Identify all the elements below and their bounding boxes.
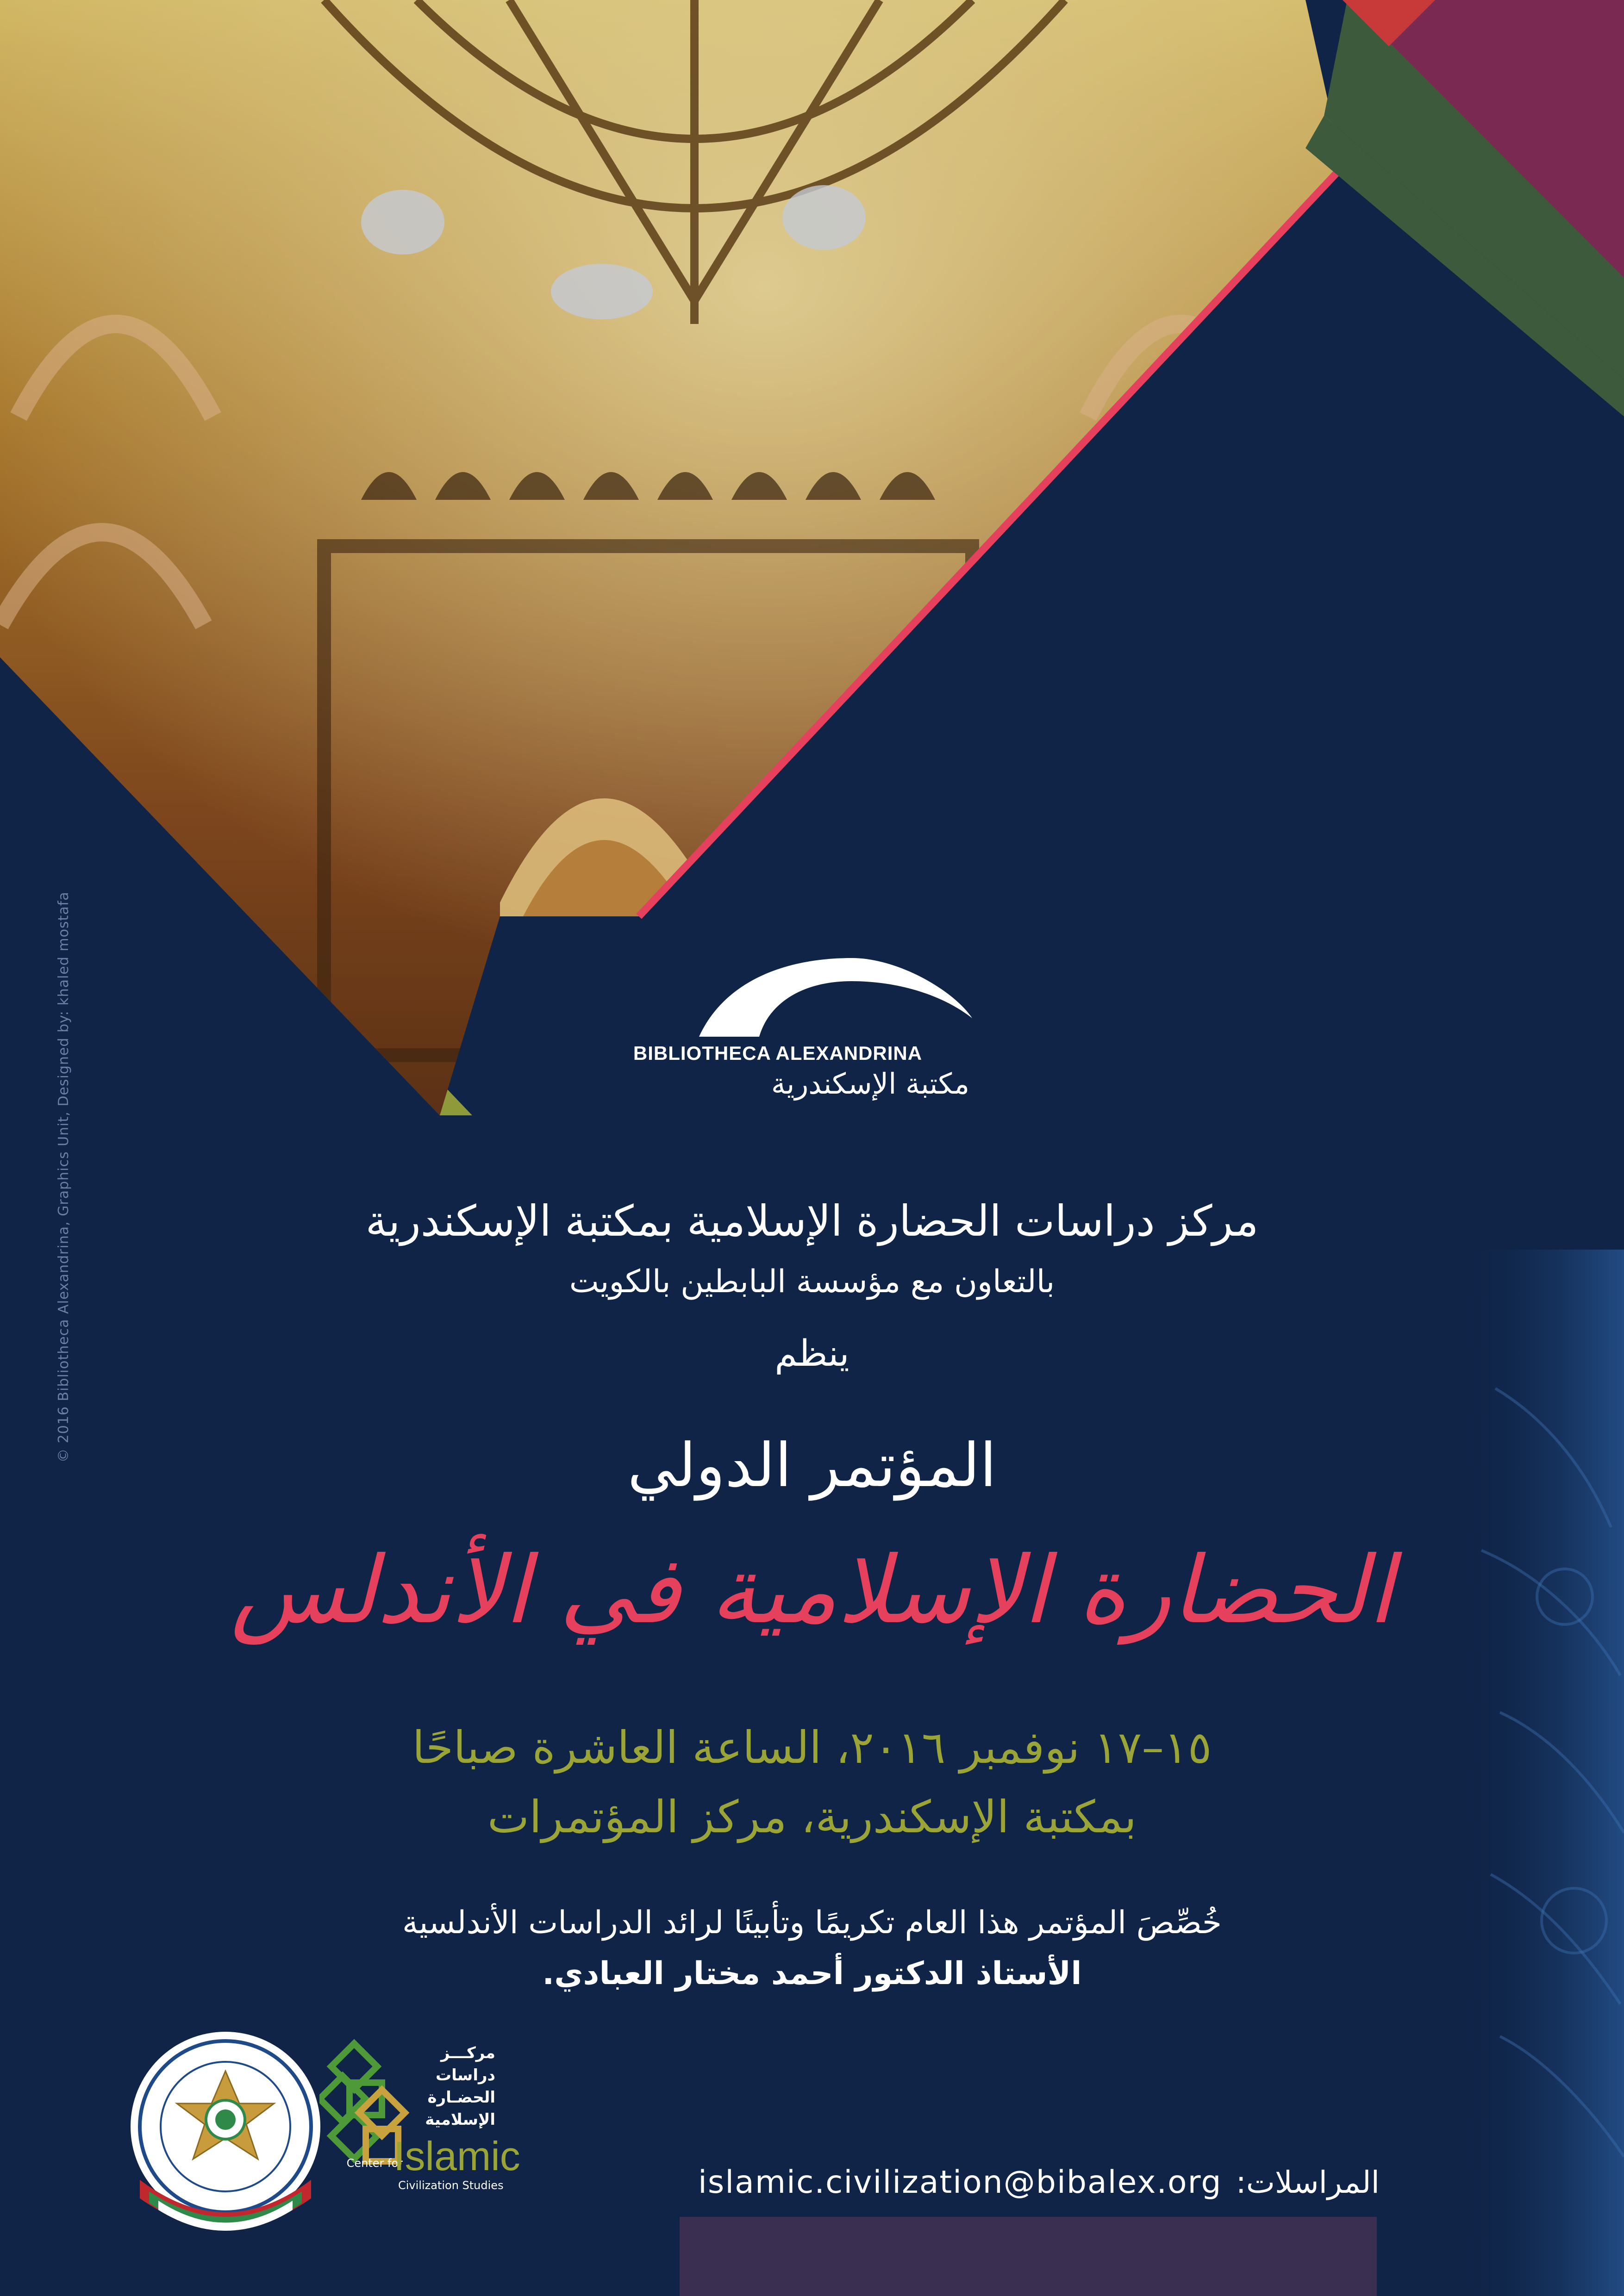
cics-islamic: Islamic: [394, 2133, 520, 2179]
conference-venue: بمكتبة الإسكندرية، مركز المؤتمرات: [487, 1791, 1137, 1843]
contact-label: المراسلات:: [1236, 2164, 1380, 2200]
cics-ar-line: الإسلامية: [425, 2110, 495, 2129]
conference-date: ١٥–١٧ نوفمبر ٢٠١٦، الساعة العاشرة صباحًا: [412, 1722, 1212, 1773]
contact-email-link[interactable]: islamic.civilization@bibalex.org: [698, 2164, 1222, 2201]
organizer-main: مركز دراسات الحضارة الإسلامية بمكتبة الإسكندرية: [365, 1196, 1259, 1246]
conference-label: المؤتمر الدولي: [627, 1430, 997, 1500]
conference-title: الحضارة الإسلامية في الأندلس: [231, 1537, 1393, 1644]
cics-ar-line: مركـــز: [441, 2044, 495, 2062]
cics-civilization-studies: Civilization Studies: [398, 2179, 504, 2192]
ba-logo-english: BIBLIOTHECA ALEXANDRINA: [633, 1042, 923, 1064]
honor-text: خُصِّصَ المؤتمر هذا العام تكريمًا وتأبينًا لرائد الدراسات الأندلسية: [402, 1904, 1222, 1941]
honor-name: الأستاذ الدكتور أحمد مختار العبادي.: [542, 1955, 1082, 1992]
organizer-verb: ينظم: [775, 1333, 849, 1375]
contact-line: [676, 2157, 1380, 2208]
babtain-foundation-logo-icon: [121, 2027, 330, 2235]
cics-center-for: Center for: [346, 2157, 403, 2170]
organizer-cooperation: بالتعاون مع مؤسسة البابطين بالكويت: [569, 1263, 1055, 1300]
copyright-credit: © 2016 Bibliotheca Alexandrina, Graphics Unit, Designed by: khaled mostafa: [56, 891, 72, 1462]
cics-arabic-name: [407, 2042, 495, 2131]
cics-ar-line: دراسات: [435, 2066, 495, 2084]
ba-logo-arabic: مكتبة الإسكندرية: [771, 1067, 970, 1101]
cics-ar-line: الحضـارة: [427, 2088, 495, 2107]
bottom-bar: [680, 2217, 1377, 2296]
